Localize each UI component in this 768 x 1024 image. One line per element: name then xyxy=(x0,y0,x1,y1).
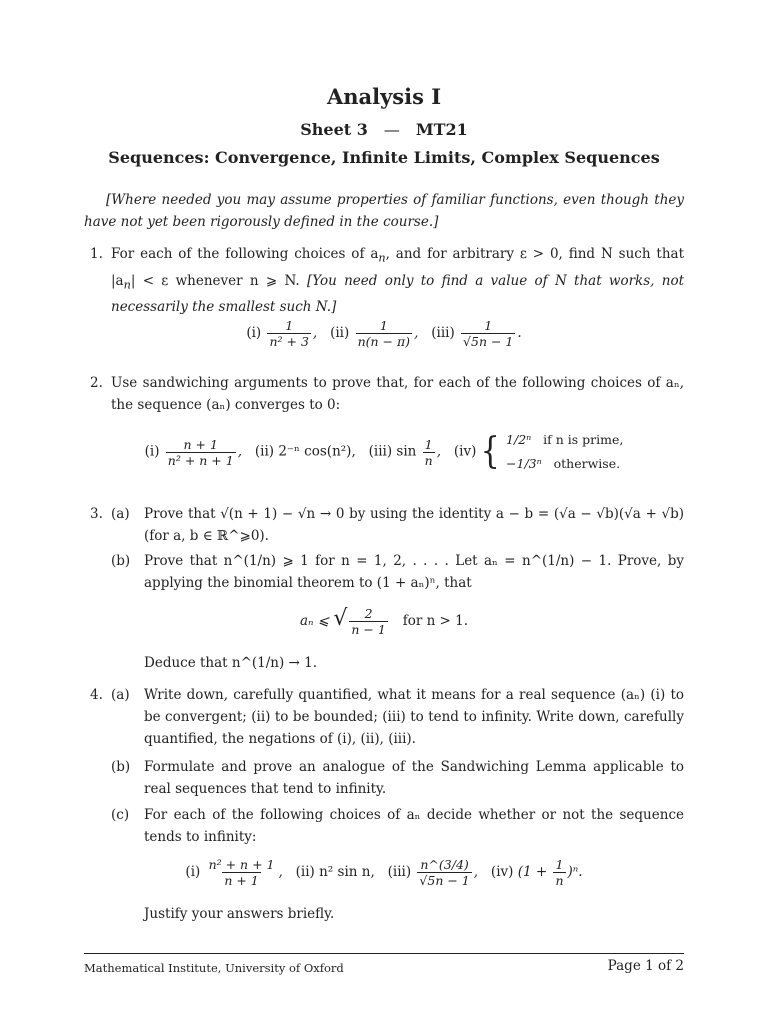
question-1-text: For each of the following choices of $a_n$, and for arbitrary ε > 0, find N such that $|a_n| < \varepsilon$ whenever n ⩾ N. [You need only to find a value of N that works, not necessarily the smallest such N.] xyxy=(111,246,684,316)
q4-fraction-i: $\frac{\text{n² + n + 1}}{n + 1}$ xyxy=(208,857,275,888)
question-2-text: Use sandwiching arguments to prove that, for each of the following choices of aₙ, the sequence (aₙ) converges to 0: xyxy=(111,375,684,413)
inequality-lhs: aₙ ⩽ xyxy=(299,613,330,629)
deduce-text: Deduce that n^(1/n) → 1. xyxy=(144,655,318,671)
case-2-value: −1/3ⁿ xyxy=(506,456,542,471)
q3-display-inequality xyxy=(0,606,768,637)
q1-display-formulas: (i) $\frac{1}{\text{n² + 3}}$ , (ii) $\frac{1}{n(n - \pi)}$ , (iii) $\frac{1}{√5n - 1}$ . xyxy=(246,318,522,349)
q2-label-iii: (iii) sin xyxy=(368,443,417,460)
question-number: 2. xyxy=(90,375,103,391)
q4-item-ii: (ii) n² sin n, xyxy=(295,864,375,880)
question-number: 4. xyxy=(90,687,103,703)
q2-label-i: (i) xyxy=(144,443,160,460)
q4-iv-suffix: )ⁿ. xyxy=(567,864,583,880)
q1-label-i: (i) xyxy=(246,325,262,341)
part-text: Prove that n^(1/n) ⩾ 1 for n = 1, 2, . . . . Let aₙ = n^(1/n) − 1. Prove, by applying the binomial theorem to (1 + aₙ)ⁿ, that xyxy=(144,553,684,591)
sheet-topic-heading: Sequences: Convergence, Infinite Limits, Complex Sequences xyxy=(108,148,660,167)
q1-label-ii: (ii) xyxy=(330,325,350,341)
term-code: MT21 xyxy=(415,120,468,139)
q1-text-b: , and for arbitrary ε > 0, find N such that |a xyxy=(111,246,684,289)
part-label: (a) xyxy=(111,687,130,703)
q2-cases xyxy=(506,428,623,476)
part-label: (a) xyxy=(111,506,130,522)
part-text: Prove that √(n + 1) − √n → 0 by using the identity a − b = (√a − √b)(√a + √b) (for a, b ∈ ℝ^⩾0). xyxy=(144,506,684,544)
q1-label-iii: (iii) xyxy=(431,325,455,341)
q4-label-iv: (iv) xyxy=(490,864,514,880)
case-2-condition: otherwise. xyxy=(553,456,621,471)
q4-label-iii: (iii) xyxy=(387,864,412,880)
q4-fraction-iii: $\frac{n\^{}(3/4)}{√5n - 1}$ xyxy=(419,857,470,888)
q1-fraction-iii: $\frac{1}{√5n - 1}$ xyxy=(463,318,514,349)
question-number: 1. xyxy=(90,246,103,262)
footer-rule xyxy=(84,953,684,954)
q2-fraction-iii: $\frac{1}{n}$ xyxy=(424,436,433,468)
case-1-value: 1/2ⁿ xyxy=(506,432,532,447)
q2-item-ii: (ii) 2⁻ⁿ cos(n²), xyxy=(254,443,356,460)
part-label: (b) xyxy=(111,553,131,569)
q1-text-a: For each of the following choices of a xyxy=(111,246,379,262)
q4-display-formulas: (i) $\frac{\text{n² + n + 1}}{n + 1}$ , (ii) n² sin n, (iii) $\frac{n\^{}(3/4)}{√5n - 1}$ , (iv) (1 + $\frac{1}{n}$ )ⁿ. xyxy=(185,857,583,888)
q1-italic-note: [You need only to find a value of N that works, not necessarily the smallest such N.] xyxy=(111,272,684,316)
sqrt-sign: √ xyxy=(333,606,348,631)
q4-label-i: (i) xyxy=(185,864,201,880)
inequality-condition: for n > 1. xyxy=(402,613,469,629)
footer-page-number: Page 1 of 2 xyxy=(607,958,684,974)
footer-institution: Mathematical Institute, University of Oxford xyxy=(84,961,344,975)
subtitle-dash: — xyxy=(383,120,400,139)
part-text: For each of the following choices of aₙ decide whether or not the sequence tends to infinity: xyxy=(144,807,684,845)
preamble-note xyxy=(84,189,684,233)
sheet-subtitle xyxy=(0,119,768,141)
case-1-condition: if n is prime, xyxy=(543,432,624,447)
part-text: Write down, carefully quantified, what it means for a real sequence (aₙ) (i) to be convergent; (ii) to be bounded; (iii) to tend to infinity. Write down, carefully quantified, the negations of (i), (ii), (iii). xyxy=(144,687,684,747)
q2-fraction-i: $\frac{n + 1}{\text{n² + n + 1}}$ xyxy=(167,436,234,468)
q2-display-formulas: (i) $\frac{n + 1}{\text{n² + n + 1}}$ , (ii) 2⁻ⁿ cos(n²), (iii) sin $\frac{1}{n}$ , (iv) { 1/2ⁿ if n is prime, −1/3ⁿ otherwise. xyxy=(0,428,768,476)
cases-brace: { xyxy=(480,430,500,473)
document-title: Analysis I xyxy=(326,84,442,109)
question-number: 3. xyxy=(90,506,103,522)
sqrt-fraction: $\frac{2}{n - 1}$ xyxy=(351,606,386,637)
q1-fraction-ii: $\frac{1}{n(n - \pi)}$ xyxy=(357,318,411,349)
q1-fraction-i: $\frac{1}{\text{n² + 3}}$ xyxy=(269,318,309,349)
sheet-number: Sheet 3 xyxy=(300,120,368,139)
part-label: (c) xyxy=(111,807,130,823)
preamble-note-text: [Where needed you may assume properties of familiar functions, even though they have not yet been rigorously defined in the course.] xyxy=(84,192,684,230)
q2-label-iv: (iv) xyxy=(453,443,477,460)
part-text: Formulate and prove an analogue of the Sandwiching Lemma applicable to real sequences that tend to infinity. xyxy=(144,759,684,797)
q4-fraction-iv: $\frac{1}{n}$ xyxy=(555,857,564,888)
q1-text-c: | < ε whenever n ⩾ N. xyxy=(130,272,300,289)
justify-text: Justify your answers briefly. xyxy=(144,906,335,922)
q4-iv-prefix: (1 + xyxy=(517,864,548,880)
part-label: (b) xyxy=(111,759,131,775)
